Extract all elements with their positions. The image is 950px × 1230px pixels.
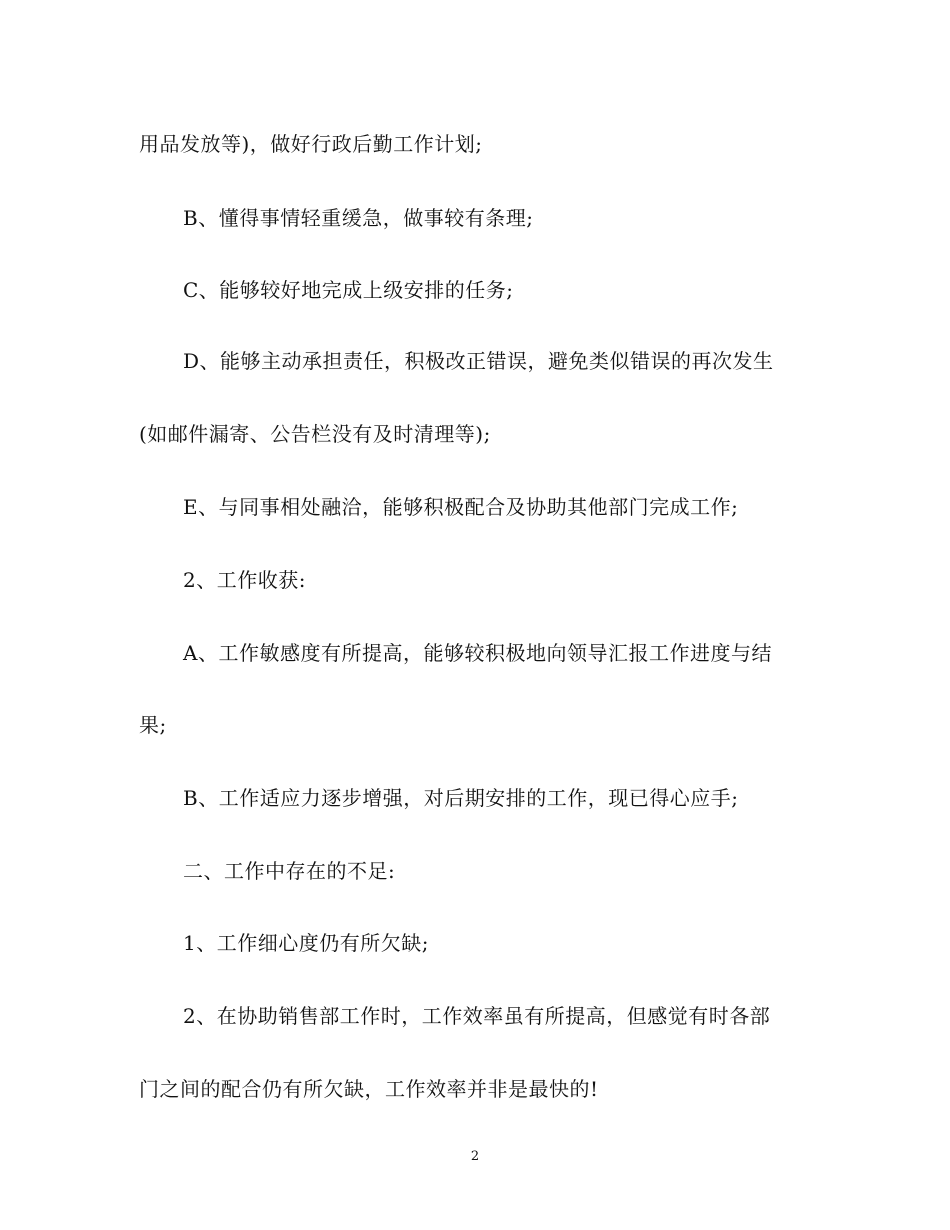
text-line-9: 果;: [139, 713, 167, 737]
text-line-5: (如邮件漏寄、公告栏没有及时清理等);: [139, 422, 491, 446]
text-line-14: 门之间的配合仍有所欠缺，工作效率并非是最快的!: [139, 1077, 599, 1101]
text-line-7: 2、工作收获:: [183, 568, 306, 592]
text-line-3: C、能够较好地完成上级安排的任务;: [183, 278, 514, 302]
page-number: 2: [470, 1149, 480, 1164]
text-line-6: E、与同事相处融洽，能够积极配合及协助其他部门完成工作;: [183, 495, 739, 519]
text-line-11: 二、工作中存在的不足:: [183, 859, 396, 883]
text-line-1: 用品发放等)，做好行政后勤工作计划;: [139, 132, 483, 156]
text-line-13: 2、在协助销售部工作时，工作效率虽有所提高，但感觉有时各部: [183, 1004, 771, 1028]
text-line-8: A、工作敏感度有所提高，能够较积极地向领导汇报工作进度与结: [183, 641, 772, 665]
text-line-2: B、懂得事情轻重缓急，做事较有条理;: [183, 206, 534, 230]
text-line-10: B、工作适应力逐步增强，对后期安排的工作，现已得心应手;: [183, 786, 739, 810]
text-line-12: 1、工作细心度仍有所欠缺;: [183, 931, 429, 955]
text-line-4: D、能够主动承担责任，积极改正错误，避免类似错误的再次发生: [183, 349, 774, 373]
